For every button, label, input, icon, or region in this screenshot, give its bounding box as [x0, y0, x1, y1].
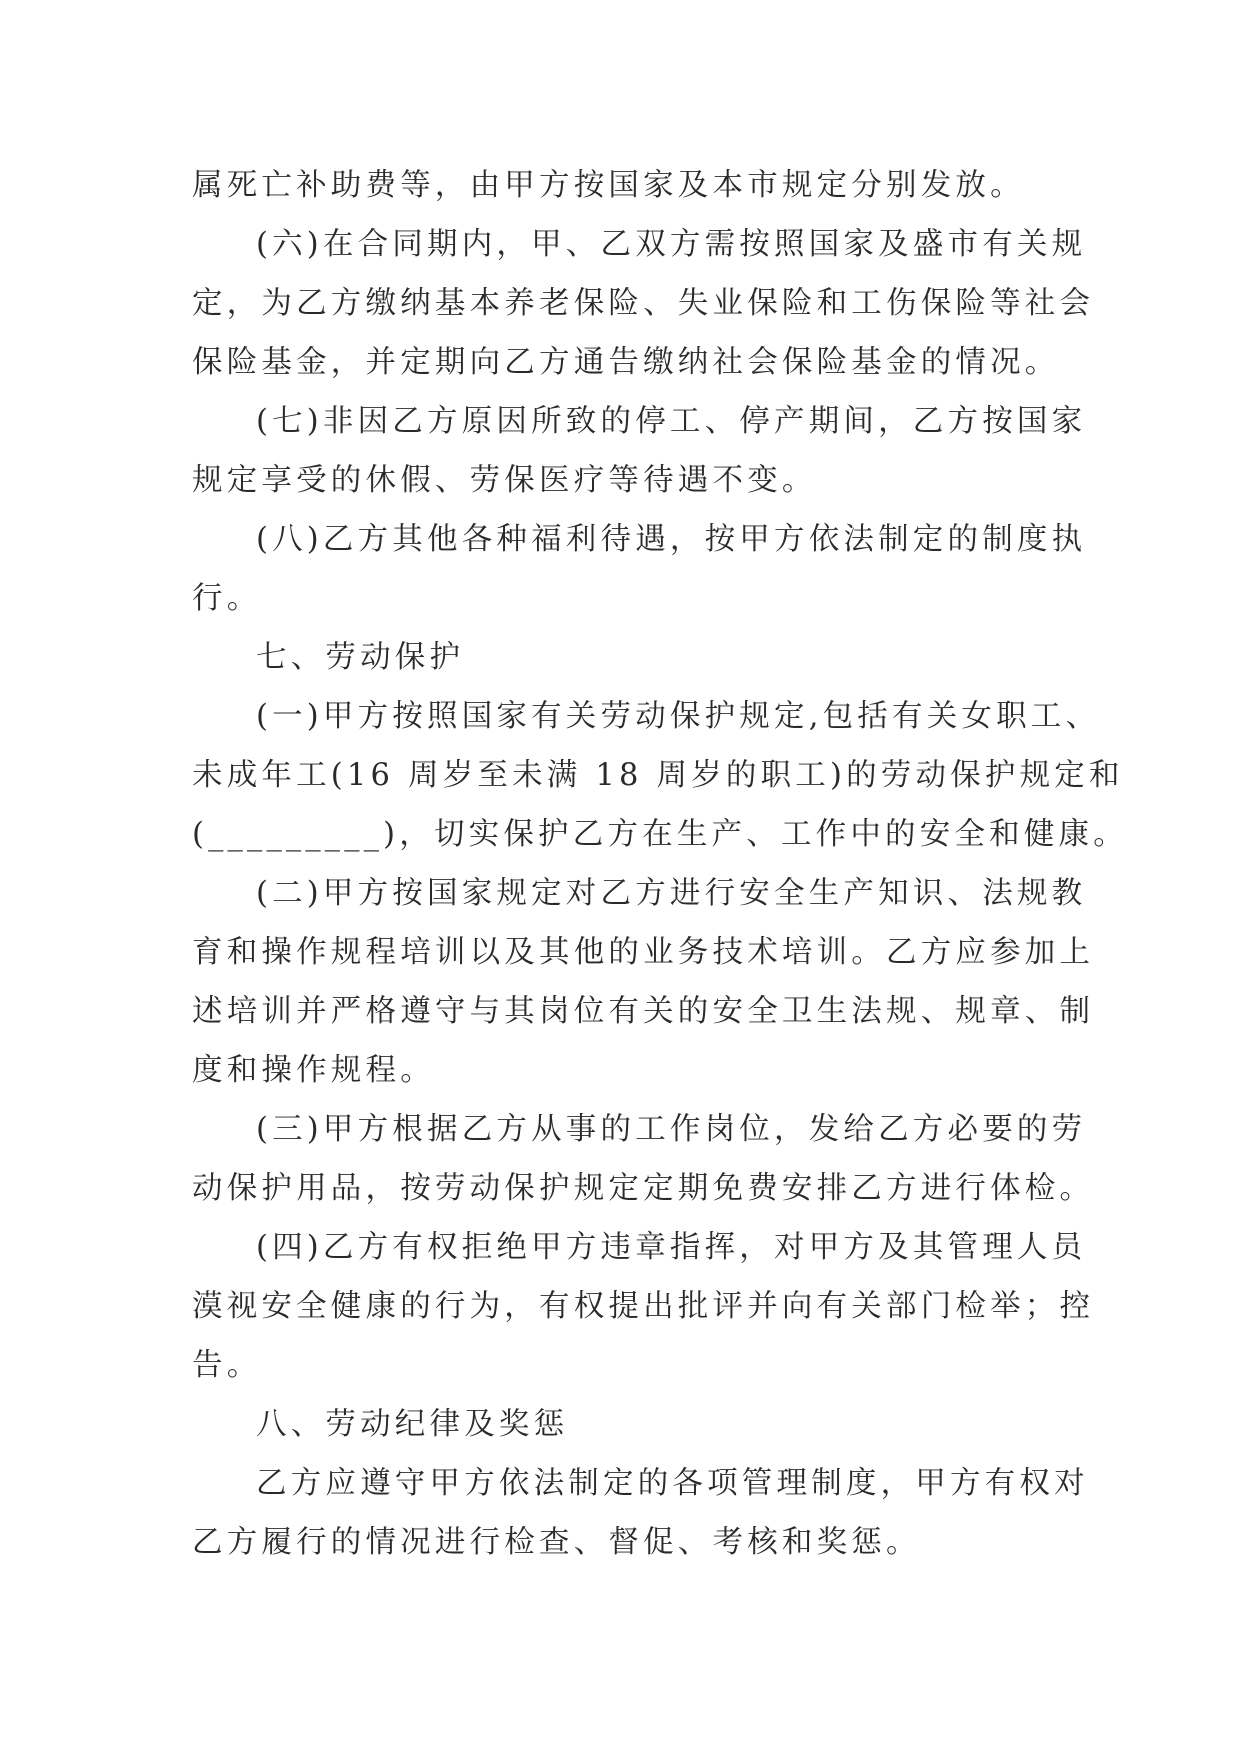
text-line: 述培训并严格遵守与其岗位有关的安全卫生法规、规章、制 [192, 994, 1095, 1029]
text-line: 规定享受的休假、劳保医疗等待遇不变。 [192, 463, 817, 498]
text-line: (一)甲方按照国家有关劳动保护规定,包括有关女职工、 [256, 699, 1101, 734]
text-line: (二)甲方按国家规定对乙方进行安全生产知识、法规教 [256, 876, 1087, 911]
text-line: 未成年工(16 周岁至未满 18 周岁的职工)的劳动保护规定和 [192, 758, 1124, 793]
text-line: (六)在合同期内，甲、乙双方需按照国家及盛市有关规 [256, 227, 1087, 262]
text-line: 乙方应遵守甲方依法制定的各项管理制度，甲方有权对 [256, 1466, 1089, 1501]
text-line: 育和操作规程培训以及其他的业务技术培训。乙方应参加上 [192, 935, 1095, 970]
section-heading: 七、劳动保护 [256, 640, 465, 675]
text-line: 漠视安全健康的行为，有权提出批评并向有关部门检举；控 [192, 1289, 1095, 1324]
text-line: (_________)，切实保护乙方在生产、工作中的安全和健康。 [192, 817, 1128, 852]
text-line: (四)乙方有权拒绝甲方违章指挥，对甲方及其管理人员 [256, 1230, 1087, 1265]
section-heading: 八、劳动纪律及奖惩 [256, 1407, 569, 1442]
text-line: (七)非因乙方原因所致的停工、停产期间，乙方按国家 [256, 404, 1087, 439]
text-line: 属死亡补助费等，由甲方按国家及本市规定分别发放。 [192, 168, 1025, 203]
text-line: 度和操作规程。 [192, 1053, 435, 1088]
document-body [192, 156, 1128, 1572]
text-line: 保险基金，并定期向乙方通告缴纳社会保险基金的情况。 [192, 345, 1060, 380]
text-line: 定，为乙方缴纳基本养老保险、失业保险和工伤保险等社会 [192, 286, 1095, 321]
text-line: 乙方履行的情况进行检查、督促、考核和奖惩。 [192, 1525, 921, 1560]
text-line: 动保护用品，按劳动保护规定定期免费安排乙方进行体检。 [192, 1171, 1095, 1206]
text-line: 行。 [192, 581, 262, 616]
text-line: (八)乙方其他各种福利待遇，按甲方依法制定的制度执 [256, 522, 1087, 557]
text-line: 告。 [192, 1348, 262, 1383]
text-line: (三)甲方根据乙方从事的工作岗位，发给乙方必要的劳 [256, 1112, 1087, 1147]
